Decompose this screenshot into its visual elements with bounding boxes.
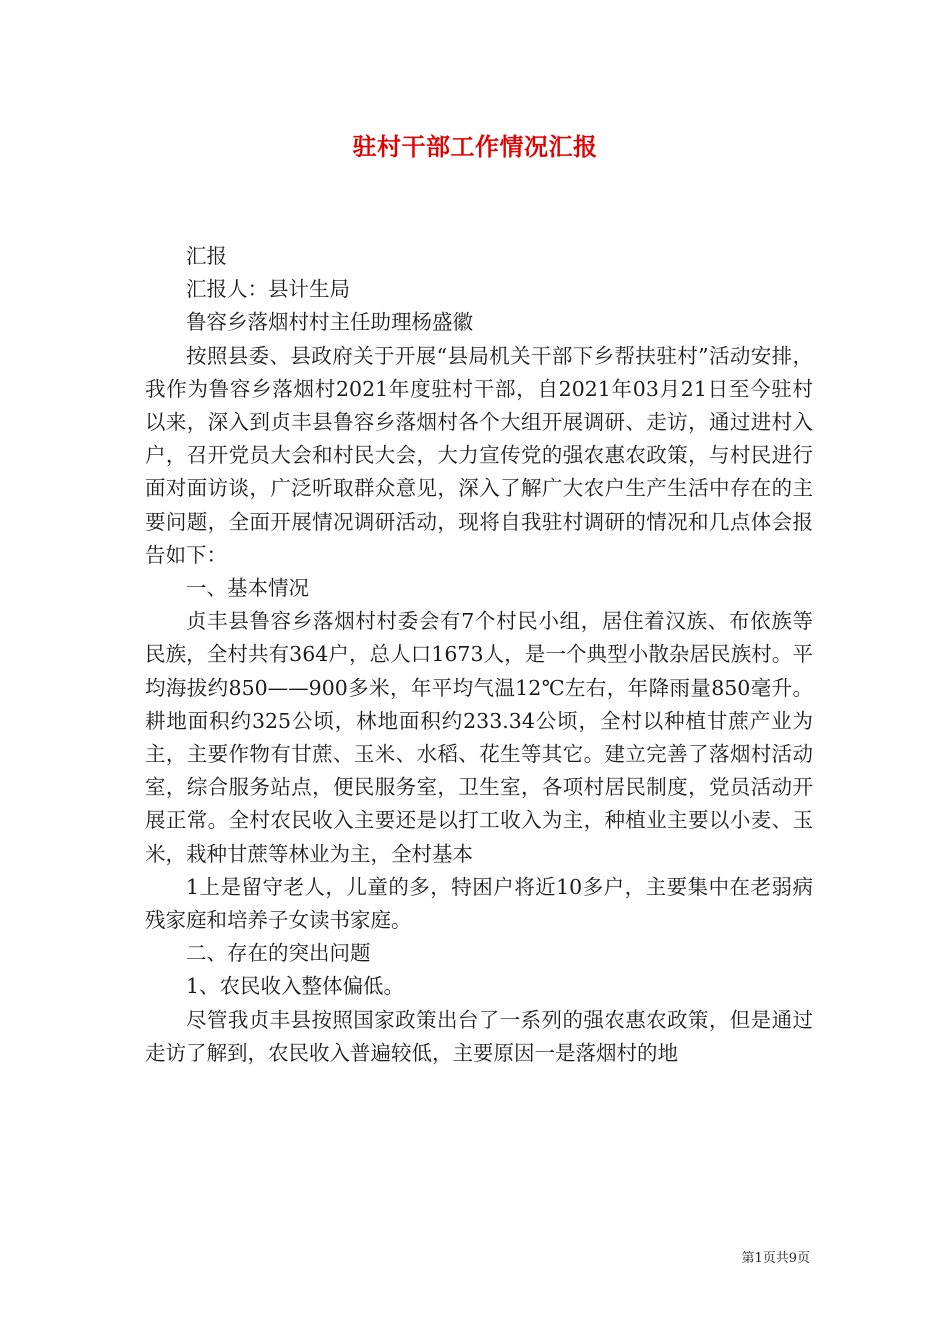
paragraph-reporter-title: 鲁容乡落烟村村主任助理杨盛徽 [186, 310, 473, 335]
paragraph-intro: 按照县委、县政府关于开展“县局机关干部下乡帮扶驻村”活动安排，我作为鲁容乡落烟村2021年度驻村干部，自2021年03月21日至今驻村以来，深入到贞丰县鲁容乡落烟村各个大组开展调研、走访，通过进村入户，召开党员大会和村民大会，大力宣传党的强农惠农政策，与村民进行面对面访谈，广泛听取群众意见，深入了解广大农户生产生活中存在的主要问题，全面开展情况调研活动，现将自我驻村调研的情况和几点体会报告如下： [145, 343, 813, 567]
section-heading-problems: 二、存在的突出问题 [186, 941, 371, 966]
paragraph-income: 尽管我贞丰县按照国家政策出台了一系列的强农惠农政策，但是通过走访了解到，农民收入普遍较低，主要原因一是落烟村的地 [145, 1007, 813, 1065]
document-title: 驻村干部工作情况汇报 [352, 132, 598, 161]
paragraph-basic-info: 贞丰县鲁容乡落烟村村委会有7个村民小组，居住着汉族、布依族等民族，全村共有364户，总人口1673人，是一个典型小散杂居民族村。平均海拔约850——900多米，年平均气温12℃左右，年降雨量850毫升。耕地面积约325公顷，林地面积约233.34公顷，全村以种植甘蔗产业为主，主要作物有甘蔗、玉米、水稻、花生等其它。建立完善了落烟村活动室，综合服务站点，便民服务室，卫生室，各项村居民制度，党员活动开展正常。全村农民收入主要还是以打工收入为主，种植业主要以小麦、玉米，栽种甘蔗等林业为主，全村基本 [145, 609, 813, 866]
paragraph-reporter: 汇报人：县计生局 [186, 277, 350, 302]
paragraph-basic-info-cont: 1上是留守老人，儿童的多，特困户将近10多户，主要集中在老弱病残家庭和培养子女读书家庭。 [145, 874, 813, 933]
page-number: 第1页共9页 [741, 1251, 810, 1266]
subheading-income: 1、农民收入整体偏低。 [186, 974, 405, 999]
paragraph-report-label: 汇报 [186, 244, 227, 268]
document-body [145, 240, 813, 1070]
section-heading-basic-info: 一、基本情况 [186, 576, 309, 601]
